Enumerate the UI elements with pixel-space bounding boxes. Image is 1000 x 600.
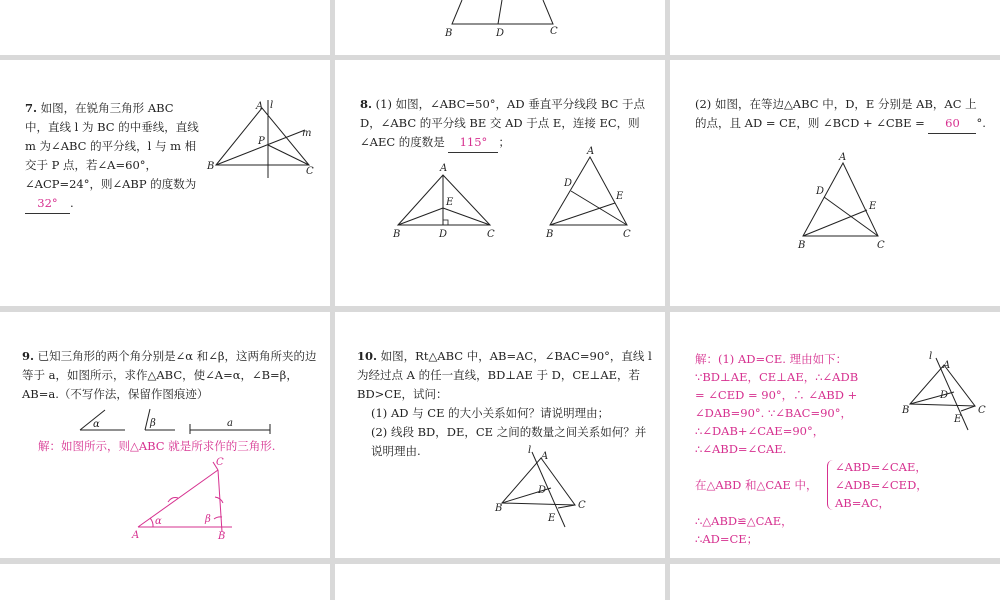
answer-blank: 32° xyxy=(25,194,70,214)
label-E: E xyxy=(446,197,454,208)
question-text: 如图，Rt△ABC 中，AB=AC，∠BAC=90°，直线 l 为经过点 A 的任一直线，BD⊥AE 于 D，CE⊥AE，若 BD>CE，试问： xyxy=(357,349,652,401)
panel-bottom-left xyxy=(0,564,330,600)
solution-line: ∴△ABD≌△CAE， xyxy=(695,514,793,528)
system-line: ∠ADB=∠CED， xyxy=(835,478,928,492)
question-end: ； xyxy=(498,135,510,149)
label-D: D xyxy=(940,390,949,401)
label-A: A xyxy=(943,360,951,371)
label-E: E xyxy=(548,513,556,524)
figure-q8-2 xyxy=(670,60,1000,306)
solution-9: 解：如图所示，则△ABC 就是所求作的三角形. xyxy=(38,439,276,453)
sub-question-2: (2) 线段 BD，DE，CE 之间的数量之间关系如何？并说明理由. xyxy=(371,425,647,458)
label-B: B xyxy=(495,503,503,514)
figure-q8-1b xyxy=(335,60,665,306)
label-E: E xyxy=(954,414,962,425)
system-intro: 在△ABD 和△CAE 中， xyxy=(695,478,818,492)
question-text: 已知三角形的两个角分别是∠α 和∠β，这两角所夹的边等于 a，如图所示，求作△ABC，使∠A=α，∠B=β，AB=a.（不写作法，保留作图痕迹） xyxy=(22,349,317,401)
solution-line: ∠DAB=90°. ∵∠BAC=90°， xyxy=(695,406,852,420)
panel-bottom-middle xyxy=(335,564,665,600)
system-line: ∠ABD=∠CAE， xyxy=(835,460,927,474)
answer-blank: 115° xyxy=(448,133,498,153)
answer-blank: 60 xyxy=(928,114,976,134)
label-D: D xyxy=(816,186,825,197)
solution-line: 解：(1) AD=CE. 理由如下： xyxy=(695,352,848,366)
label-A: A xyxy=(440,163,448,174)
label-A: A xyxy=(132,530,140,541)
label-B: B xyxy=(902,405,910,416)
label-D: D xyxy=(564,178,573,189)
panel-q7 xyxy=(0,60,330,306)
label-l: l xyxy=(270,100,274,111)
question-text: (2) 如图，在等边△ABC 中，D，E 分别是 AB，AC 上的点，且 AD = CE，则 ∠BCD + ∠CBE = xyxy=(695,97,977,130)
label-C: C xyxy=(487,229,495,240)
label-B: B xyxy=(546,229,554,240)
question-number: 10. xyxy=(357,349,378,363)
panel-q8-1 xyxy=(335,60,665,306)
solution-line: ∴AD=CE； xyxy=(695,532,759,546)
sub-question-1: (1) AD 与 CE 的大小关系如何？请说明理由； xyxy=(371,406,610,420)
question-text: 如图，在锐角三角形 ABC 中，直线 l 为 BC 的中垂线，直线 m 为∠ABC 的平分线，l 与 m 相交于 P 点，若∠A=60°，∠ACP=24°，则∠ABP 的度数为 xyxy=(25,101,199,191)
label-B: B xyxy=(798,240,806,251)
label-B: B xyxy=(207,161,215,172)
figure-top-triangle xyxy=(335,0,665,55)
figure-q7 xyxy=(0,60,330,306)
label-m: m xyxy=(302,128,312,139)
solution-line: ∴∠ABD=∠CAE. xyxy=(695,442,787,456)
label-E: E xyxy=(616,191,624,202)
figure-q10-solution xyxy=(670,312,1000,558)
panel-top-left xyxy=(0,0,330,55)
panel-bottom-right xyxy=(670,564,1000,600)
label-A: A xyxy=(256,101,264,112)
label-C: C xyxy=(578,500,586,511)
panel-q8-2 xyxy=(670,60,1000,306)
label-E: E xyxy=(869,201,877,212)
label-A: A xyxy=(541,451,549,462)
label-l: l xyxy=(528,445,532,456)
label-C: C xyxy=(623,229,631,240)
panel-q10-solution xyxy=(670,312,1000,558)
question-number: 7. xyxy=(25,101,38,115)
label-beta: β xyxy=(205,514,211,525)
label-B: B xyxy=(218,531,226,542)
label-C: C xyxy=(306,166,314,177)
angle-alpha-label: α xyxy=(93,419,100,430)
question-end: . xyxy=(70,196,74,210)
panel-q10 xyxy=(335,312,665,558)
panel-top-middle xyxy=(335,0,665,55)
label-alpha: α xyxy=(155,516,162,527)
label-D: D xyxy=(538,485,547,496)
question-text: (1) 如图，∠ABC=50°，AD 垂直平分线段 BC 于点 D，∠ABC 的平分线 BE 交 AD 于点 E，连接 EC，则∠AEC 的度数是 xyxy=(360,97,645,149)
solution-line: ∴∠DAB+∠CAE=90°， xyxy=(695,424,825,438)
figure-q10 xyxy=(335,312,665,558)
panel-q9 xyxy=(0,312,330,558)
label-l: l xyxy=(929,351,933,362)
label-B: B xyxy=(445,28,453,39)
angle-beta-label: β xyxy=(150,418,156,429)
panel-top-right xyxy=(670,0,1000,55)
label-D: D xyxy=(439,229,448,240)
label-C: C xyxy=(877,240,885,251)
label-C: C xyxy=(216,457,224,468)
construction-figure xyxy=(0,312,330,558)
segment-a-label: a xyxy=(227,418,233,429)
label-B: B xyxy=(393,229,401,240)
label-C: C xyxy=(978,405,986,416)
question-number: 9. xyxy=(22,349,35,363)
label-D: D xyxy=(496,28,505,39)
label-A: A xyxy=(587,146,595,157)
solution-line: ∵BD⊥AE，CE⊥AE，∴∠ADB xyxy=(695,370,859,384)
system-line: AB=AC， xyxy=(835,496,890,510)
label-A: A xyxy=(839,152,847,163)
label-C: C xyxy=(550,26,558,37)
question-number: 8. xyxy=(360,97,373,111)
label-P: P xyxy=(258,136,265,147)
question-end: °. xyxy=(976,116,986,130)
solution-line: = ∠CED = 90°，∴ ∠ABD + xyxy=(695,388,858,402)
